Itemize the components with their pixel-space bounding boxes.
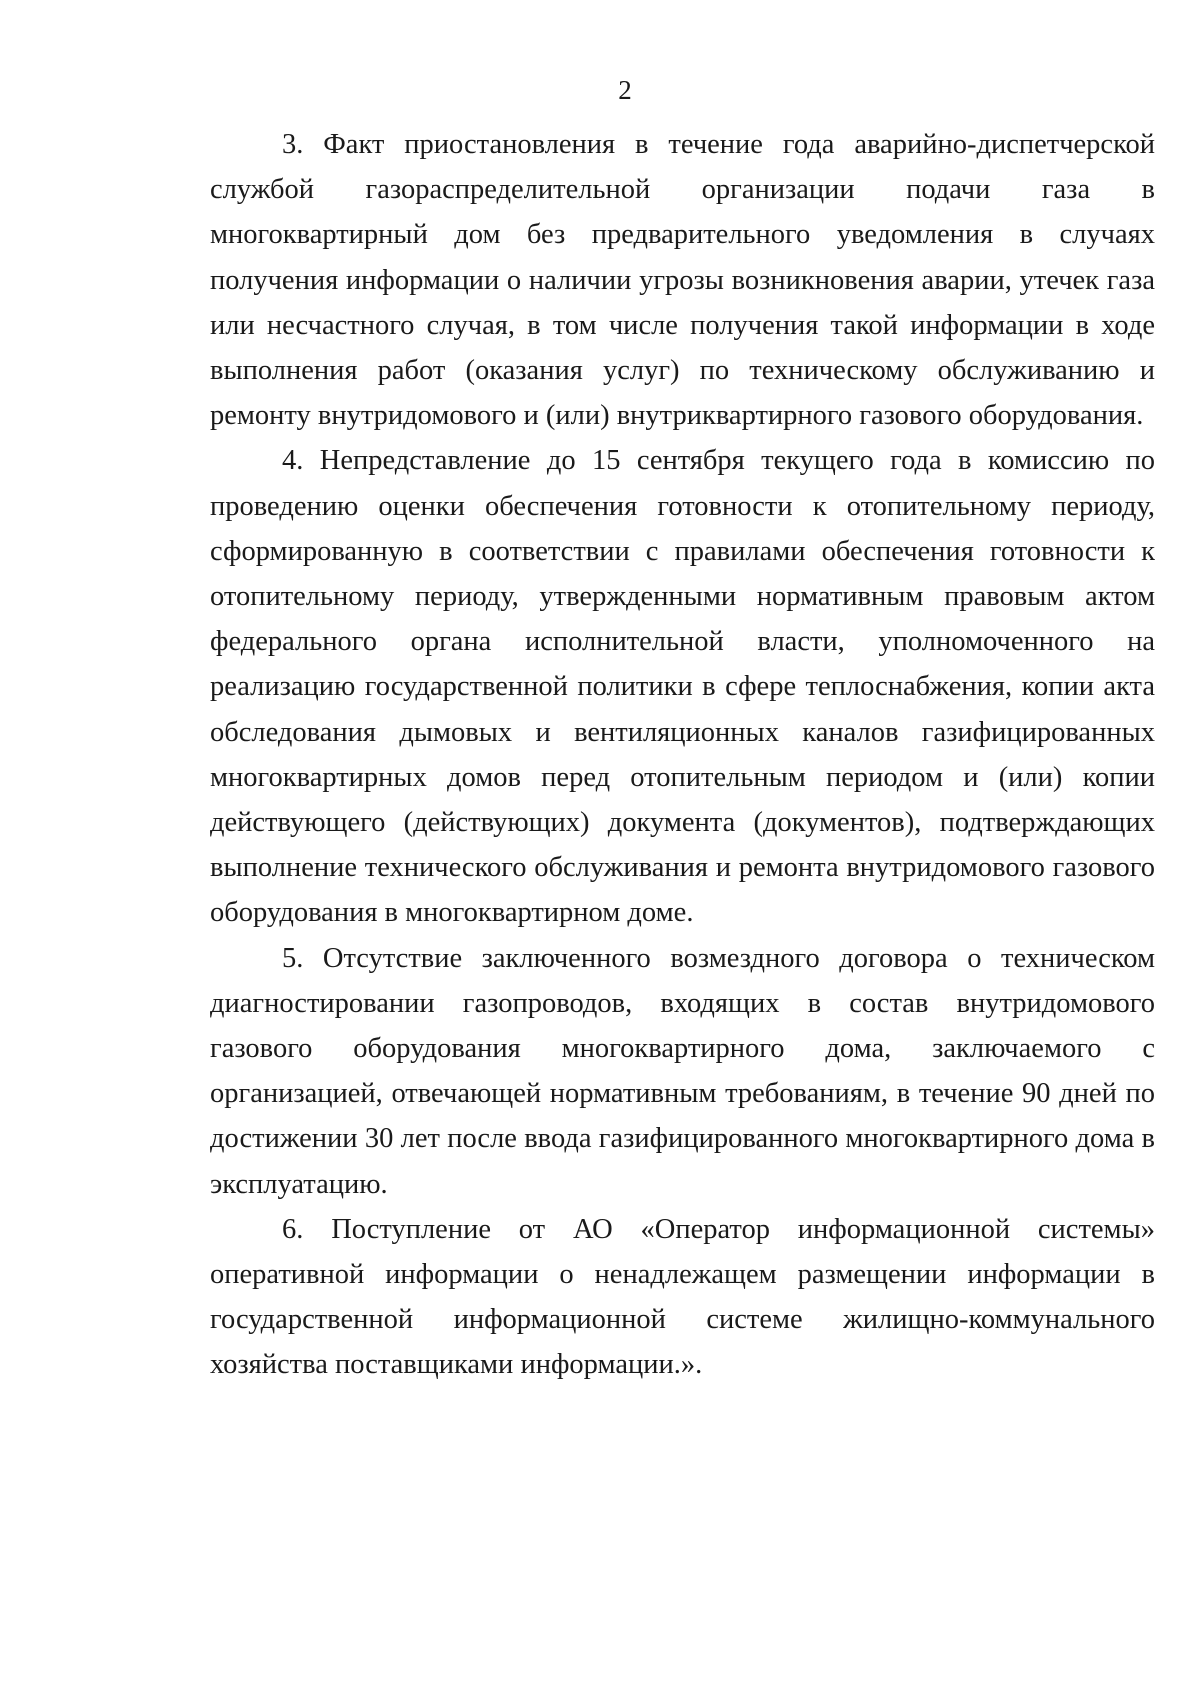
- paragraph-item-5: 5. Отсутствие заключенного возмездного договора о техническом диагностировании газопроводов, входящих в состав внутридомового газового оборудования многоквартирного дома, заключаемого с организацией, отвечающей нормативным требованиям, в течение 90 дней по достижении 30 лет после ввода газифицированного многоквартирного дома в эксплуатацию.: [210, 942, 1155, 1200]
- paragraph-item-4: 4. Непредставление до 15 сентября текущего года в комиссию по проведению оценки обеспечения готовности к отопительному периоду, сформированную в соответствии с правилами обеспечения готовности к отопительному периоду, утвержденными нормативным правовым актом федерального органа исполнительной власти, уполномоченного на реализацию государственной политики в сфере теплоснабжения, копии акта обследования дымовых и вентиляционных каналов газифицированных многоквартирных домов перед отопительным периодом и (или) копии действующего (действующих) документа (документов), подтверждающих выполнение технического обслуживания и ремонта внутридомового газового оборудования в многоквартирном доме.: [210, 445, 1155, 929]
- document-body: [210, 122, 1155, 1388]
- paragraph-item-3: 3. Факт приостановления в течение года аварийно-диспетчерской службой газораспределительной организации подачи газа в многоквартирный дом без предварительного уведомления в случаях получения информации о наличии угрозы возникновения аварии, утечек газа или несчастного случая, в том числе получения такой информации в ходе выполнения работ (оказания услуг) по техническому обслуживанию и ремонту внутридомового и (или) внутриквартирного газового оборудования.: [210, 129, 1155, 432]
- page-number: 2: [618, 75, 632, 105]
- paragraph-item-6: 6. Поступление от АО «Оператор информационной системы» оперативной информации о ненадлежащем размещении информации в государственной информационной системе жилищно-коммунального хозяйства поставщиками информации.».: [210, 1213, 1155, 1381]
